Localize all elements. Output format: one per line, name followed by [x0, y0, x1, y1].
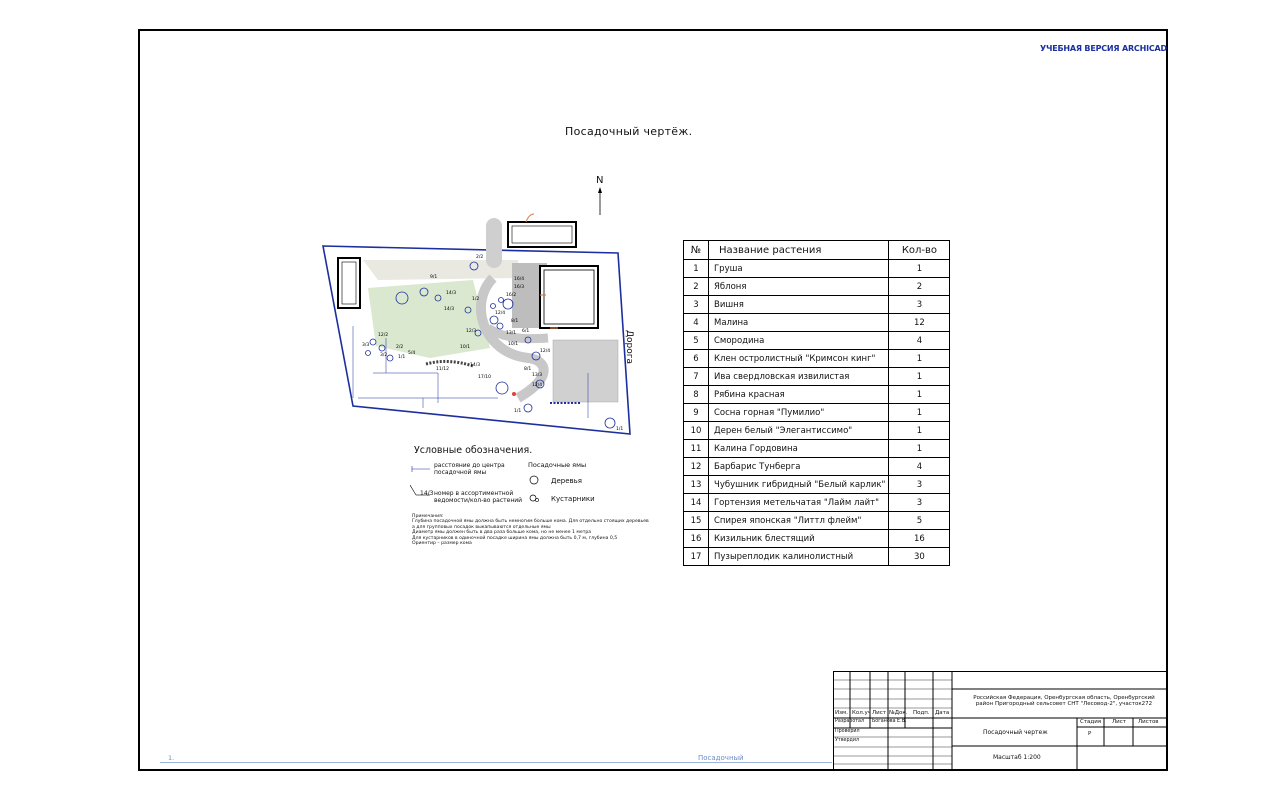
site-plan — [318, 208, 648, 438]
plan-label: 16/4 — [514, 277, 525, 282]
table-row — [684, 494, 950, 512]
stamp-role: Проверил — [835, 729, 860, 734]
plan-label: 12/3 — [466, 329, 477, 334]
table-row — [684, 440, 950, 458]
north-arrow — [596, 175, 603, 186]
table-row — [684, 350, 950, 368]
plan-label: 5/4 — [408, 351, 416, 356]
plan-label: 9/1 — [430, 275, 438, 280]
plan-label: 16/2 — [506, 293, 517, 298]
table-row — [684, 332, 950, 350]
table-row — [684, 260, 950, 278]
stamp-sheet-name: Посадочный чертеж — [983, 729, 1048, 736]
plant-name-cell: Чубушник гибридный "Белый карлик" — [709, 476, 889, 494]
stamp-sheets-label: Листов — [1138, 719, 1159, 725]
plan-label: 2/2 — [396, 345, 404, 350]
note-line: а для групповых посадок выкапываются отдельные ямы — [412, 524, 551, 530]
table-row — [684, 404, 950, 422]
plan-label: 3/3 — [362, 343, 370, 348]
table-header-row — [684, 241, 950, 260]
north-label: N — [596, 175, 604, 186]
plan-label: 13/1 — [506, 331, 517, 336]
plant-num-cell: 15 — [684, 512, 709, 530]
plant-name-cell: Ива свердловская извилистая — [709, 368, 889, 386]
plant-qty-cell: 4 — [889, 332, 950, 350]
plant-name-cell: Смородина — [709, 332, 889, 350]
plant-qty-cell: 16 — [889, 530, 950, 548]
plant-num-cell: 12 — [684, 458, 709, 476]
note-line: Для кустарников в одиночной посадке ширина ямы должна быть 0,7 м, глубина 0,5 — [412, 535, 618, 541]
plant-qty-cell: 30 — [889, 548, 950, 566]
stamp-col-label: Дата — [935, 710, 950, 716]
plan-label: 10/1 — [508, 342, 519, 347]
plant-name-cell: Вишня — [709, 296, 889, 314]
layout-line — [160, 762, 832, 763]
plan-label: 13/3 — [532, 373, 543, 378]
drawing-title: Посадочный чертёж. — [565, 125, 693, 138]
plant-qty-cell: 3 — [889, 494, 950, 512]
plan-label: 14/3 — [470, 363, 481, 368]
plant-num-cell: 14 — [684, 494, 709, 512]
table-row — [684, 476, 950, 494]
legend-pits-title: Посадочные ямы — [528, 461, 587, 469]
plan-label: 6/1 — [522, 329, 530, 334]
note-line: Глубина посадочной ямы должна быть немногим больше кома. Для отдельно стоящих деревьев — [412, 519, 649, 525]
table-row — [684, 530, 950, 548]
plan-label: 17/10 — [478, 375, 491, 380]
plant-num-cell: 10 — [684, 422, 709, 440]
note-line: Ориентир – размер кома — [412, 541, 472, 547]
table-row — [684, 368, 950, 386]
note-line: Диаметр ямы должен быть в два раза больше кома, но не менее 1 метра — [412, 530, 592, 536]
plan-label: 16/3 — [514, 285, 525, 290]
plan-label: 12/4 — [532, 383, 543, 388]
plan-label: 12/2 — [378, 333, 389, 338]
stamp-developer: Боганова Е.В. — [872, 719, 907, 724]
header-qty: Кол-во — [889, 241, 950, 260]
legend-shrubs: Кустарники — [551, 495, 595, 503]
road-label: Дорога — [624, 330, 634, 365]
layout-name: Посадочный — [698, 754, 744, 762]
plan-label: 14/3 — [444, 307, 455, 312]
plant-name-cell: Яблоня — [709, 278, 889, 296]
plant-qty-cell: 1 — [889, 404, 950, 422]
table-row — [684, 458, 950, 476]
plant-name-cell: Барбарис Тунберга — [709, 458, 889, 476]
plant-name-cell: Малина — [709, 314, 889, 332]
stamp-role: Разработал — [835, 719, 865, 724]
plant-qty-cell: 2 — [889, 278, 950, 296]
plan-label: 3/2 — [380, 353, 388, 358]
plant-name-cell: Сосна горная "Пумилио" — [709, 404, 889, 422]
table-row — [684, 422, 950, 440]
stamp-scale: Масштаб 1:200 — [993, 754, 1041, 761]
plant-name-cell: Пузыреплодик калинолистный — [709, 548, 889, 566]
table-row — [684, 386, 950, 404]
plant-name-cell: Кизильник блестящий — [709, 530, 889, 548]
plant-name-cell: Спирея японская "Литтл флейм" — [709, 512, 889, 530]
plant-num-cell: 9 — [684, 404, 709, 422]
stamp-sheet-label: Лист — [1112, 719, 1126, 725]
plant-num-cell: 16 — [684, 530, 709, 548]
title-block — [833, 671, 1168, 771]
plan-label: 8/1 — [511, 319, 519, 324]
plant-name-cell: Калина Гордовина — [709, 440, 889, 458]
stamp-col-label: Лист — [872, 710, 886, 716]
plan-label: 10/1 — [460, 345, 471, 350]
plant-qty-cell: 4 — [889, 458, 950, 476]
legend-trees: Деревья — [551, 477, 582, 485]
plant-qty-cell: 1 — [889, 368, 950, 386]
stamp-stage-label: Стадия — [1080, 719, 1102, 725]
notes — [412, 514, 652, 546]
plant-num-cell: 3 — [684, 296, 709, 314]
table-row — [684, 548, 950, 566]
plan-label: 1/1 — [514, 409, 522, 414]
plant-num-cell: 2 — [684, 278, 709, 296]
plant-qty-cell: 1 — [889, 440, 950, 458]
plant-num-cell: 1 — [684, 260, 709, 278]
layout-number: 1. — [168, 754, 175, 762]
plant-name-cell: Груша — [709, 260, 889, 278]
plant-qty-cell: 3 — [889, 476, 950, 494]
stamp-stage-value: Р — [1088, 731, 1092, 737]
plant-qty-cell: 1 — [889, 422, 950, 440]
plant-name-cell: Гортензия метельчатая "Лайм лайт" — [709, 494, 889, 512]
plan-label: 1/1 — [616, 427, 624, 432]
stamp-role: Утвердил — [835, 738, 860, 743]
stamp-col-label: Изм. — [835, 710, 848, 716]
watermark: УЧЕБНАЯ ВЕРСИЯ ARCHICAD — [1040, 44, 1167, 53]
plant-num-cell: 7 — [684, 368, 709, 386]
stamp-col-label: Подп. — [913, 710, 930, 716]
table-row — [684, 512, 950, 530]
plan-label: 11/12 — [436, 367, 449, 372]
table-row — [684, 278, 950, 296]
plant-num-cell: 17 — [684, 548, 709, 566]
plan-label: 1/1 — [398, 355, 406, 360]
plant-qty-cell: 5 — [889, 512, 950, 530]
plant-name-cell: Клен остролистный "Кримсон кинг" — [709, 350, 889, 368]
plant-qty-cell: 1 — [889, 350, 950, 368]
plan-label: 12/4 — [540, 349, 551, 354]
plant-qty-cell: 3 — [889, 296, 950, 314]
stamp-location: Российская Федерация, Оренбургская область, Оренбургский район Пригородный сельсовет СНТ "Лесовод-2", участок272 — [973, 695, 1155, 707]
header-num: № — [684, 241, 709, 260]
plan-label: 2/2 — [476, 255, 484, 260]
legend-leader-label: номер в ассортиментной ведомости/кол-во растений — [434, 490, 523, 504]
plant-name-cell: Дерен белый "Элегантиссимо" — [709, 422, 889, 440]
drawing-sheet — [138, 29, 1168, 771]
plant-num-cell: 4 — [684, 314, 709, 332]
stamp-col-label: Кол.уч — [852, 710, 872, 716]
table-row — [684, 296, 950, 314]
legend-leader-sample: 14/3 — [420, 490, 434, 497]
plant-qty-cell: 12 — [889, 314, 950, 332]
plant-qty-cell: 1 — [889, 386, 950, 404]
plant-num-cell: 6 — [684, 350, 709, 368]
plant-num-cell: 8 — [684, 386, 709, 404]
table-row — [684, 314, 950, 332]
plant-num-cell: 11 — [684, 440, 709, 458]
plant-qty-cell: 1 — [889, 260, 950, 278]
legend — [410, 445, 640, 565]
plan-label: 12/4 — [495, 311, 506, 316]
plant-num-cell: 13 — [684, 476, 709, 494]
stamp-col-label: №Док. — [889, 710, 908, 716]
plan-label: 1/2 — [472, 297, 480, 302]
note-line: Примечания: — [412, 514, 444, 519]
plan-label: 14/3 — [446, 291, 457, 296]
legend-dimension-label: расстояние до центра посадочной ямы — [434, 462, 505, 476]
header-name: Название растения — [709, 241, 889, 260]
plant-name-cell: Рябина красная — [709, 386, 889, 404]
plant-num-cell: 5 — [684, 332, 709, 350]
plant-schedule-table — [683, 240, 950, 566]
legend-title: Условные обозначения. — [414, 445, 533, 456]
plan-label: 8/1 — [524, 367, 532, 372]
